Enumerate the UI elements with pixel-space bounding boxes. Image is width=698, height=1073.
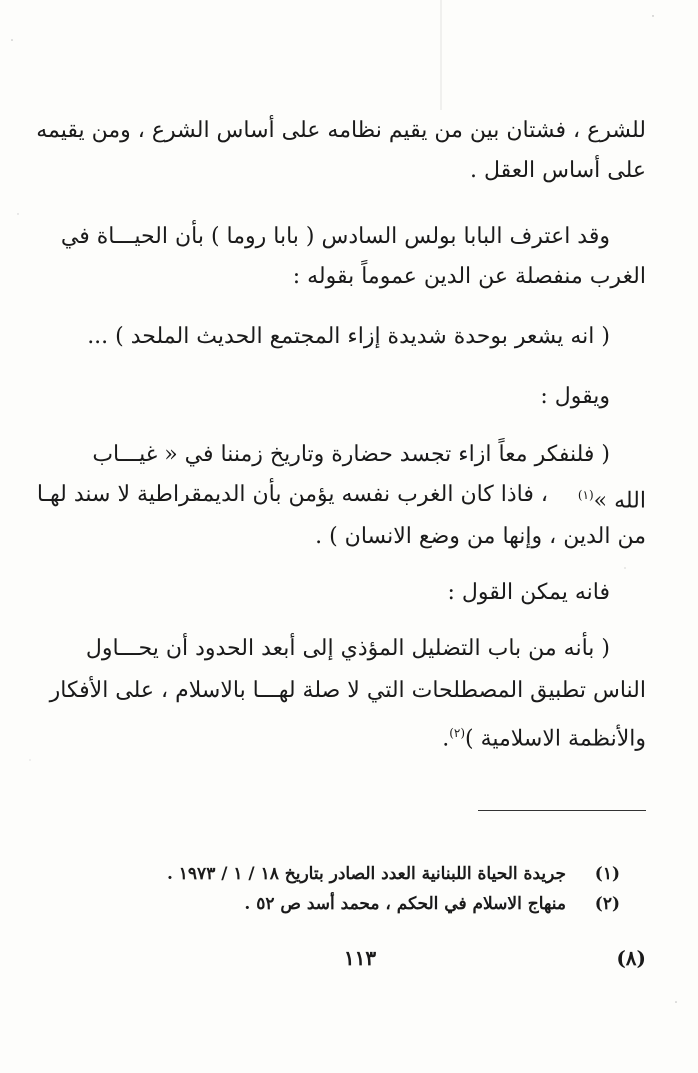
body-line-says: ويقول : [540, 384, 610, 409]
page-number: ١١٣ [343, 946, 377, 970]
allah-phrase: الله » [593, 488, 646, 514]
quote-line-4: من الدين ، وإنها من وضع الانسان ) . [315, 524, 646, 549]
footnote-2-text: منهاج الاسلام في الحكم ، محمد أسد ص ٥٢ . [244, 894, 566, 914]
quote-line-7-end: . [442, 726, 450, 752]
quote-line-1: ( انه يشعر بوحدة شديدة إزاء المجتمع الحديث الملحد ) ... [87, 324, 610, 349]
footnote-1-number: (١) [594, 864, 620, 884]
quote-line-2: ( فلنفكر معاً ازاء تجسد حضارة وتاريخ زمننا في « غيـــاب [92, 442, 610, 467]
section-number: (٨) [616, 946, 646, 970]
quote-line-7-text: والأنظمة الاسلامية ) [465, 726, 646, 752]
body-line-2: على أساس العقل . [469, 158, 646, 183]
footnote-2-number: (٢) [594, 894, 620, 914]
quote-line-3-rest: ، فاذا كان الغرب نفسه يؤمن بأن الديمقراطية لا سند لهـا [36, 482, 548, 507]
note-ref-1: (١) [577, 488, 594, 502]
body-line-4: الغرب منفصلة عن الدين عموماً بقوله : [292, 264, 646, 289]
quote-line-6: الناس تطبيق المصطلحات التي لا صلة لهـــا بالاسلام ، على الأفكار [49, 678, 646, 703]
body-line-3: وقد اعترف البابا بولس السادس ( بابا روما ) بأن الحيـــاة في [60, 224, 610, 249]
body-line-can-say: فانه يمكن القول : [447, 580, 610, 605]
body-line-1: للشرع ، فشتان بين من يقيم نظامه على أساس الشرع ، ومن يقيمه [36, 118, 646, 143]
footnote-1-text: جريدة الحياة اللبنانية العدد الصادر بتاريخ ١٨ / ١ / ١٩٧٣ . [166, 864, 566, 884]
quote-line-5: ( بأنه من باب التضليل المؤذي إلى أبعد الحدود أن يحـــاول [85, 636, 610, 661]
note-ref-2: (٢) [449, 726, 466, 740]
